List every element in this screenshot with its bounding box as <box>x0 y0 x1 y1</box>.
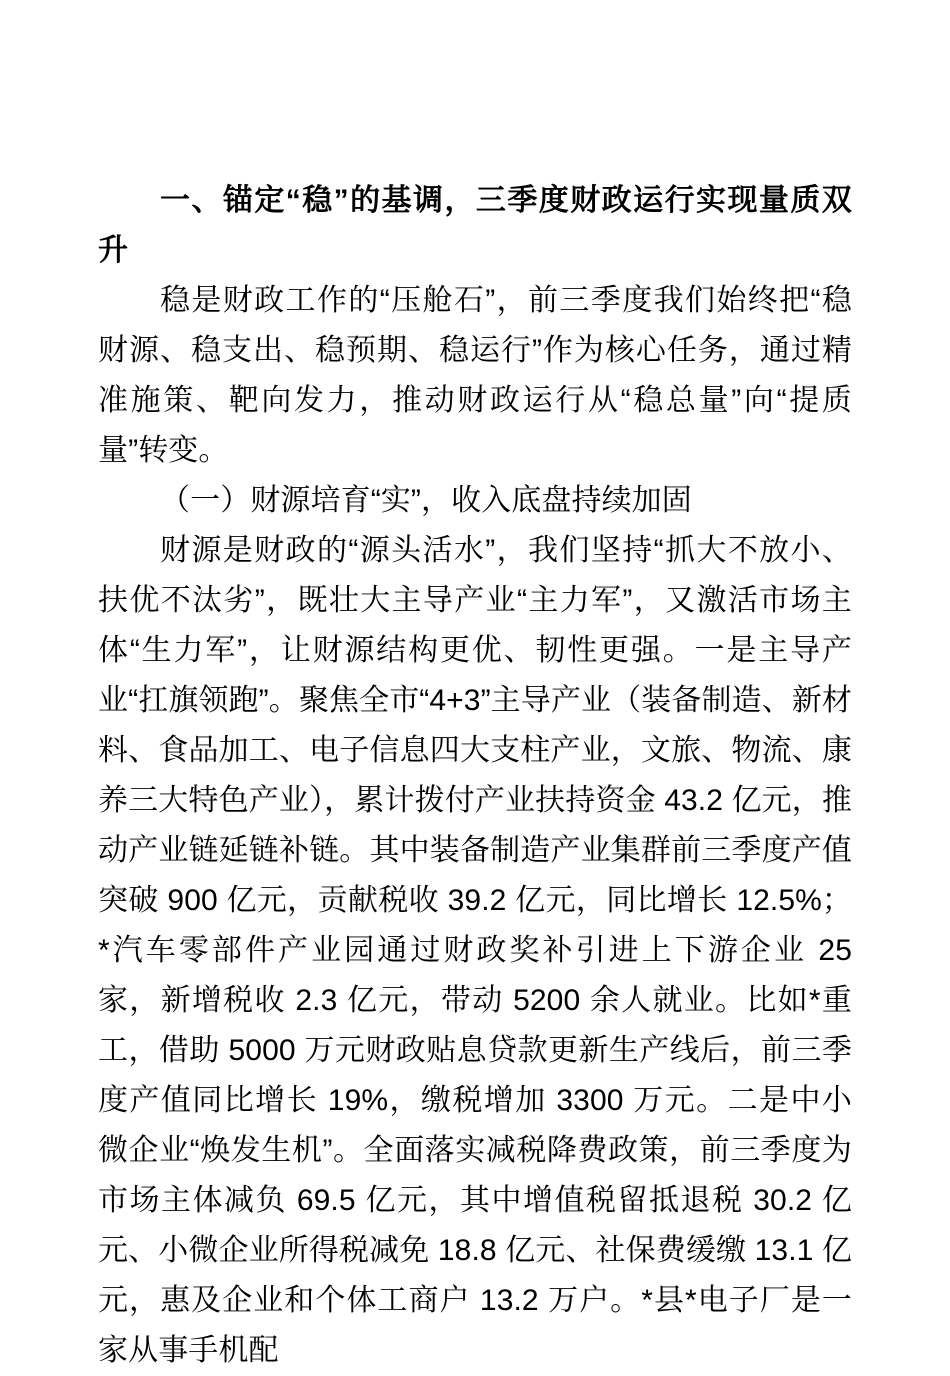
section-heading: 一、锚定“稳”的基调，三季度财政运行实现量质双升 <box>98 184 852 267</box>
paragraph-revenue-cultivation: 财源是财政的“源头活水”，我们坚持“抓大不放小、扶优不汰劣”，既壮大主导产业“主力军”，又激活市场主体“生力军”，让财源结构更优、韧性更强。一是主导产业“扛旗领跑”。聚焦全市“4+3”主导产业（装备制造、新材料、食品加工、电子信息四大支柱产业，文旅、物流、康养三大特色产业），累计拨付产业扶持资金 43.2 亿元，推动产业链延链补链。其中装备制造产业集群前三季度产值突破 900 亿元，贡献税收 39.2 亿元，同比增长 12.5%；*汽车零部件产业园通过财政奖补引进上下游企业 25 家，新增税收 2.3 亿元，带动 5200 余人就业。比如*重工，借助 5000 万元财政贴息贷款更新生产线后，前三季度产值同比增长 19%，缴税增加 3300 万元。二是中小微企业“焕发生机”。全面落实减税降费政策，前三季度为市场主体减负 69.5 亿元，其中增值税留抵退税 30.2 亿元、小微企业所得税减免 18.8 亿元、社保费缓缴 13.1 亿元，惠及企业和个体工商户 13.2 万户。*县*电子厂是一家从事手机配 <box>98 534 852 1367</box>
paragraph-intro: 稳是财政工作的“压舱石”，前三季度我们始终把“稳财源、稳支出、稳预期、稳运行”作为核心任务，通过精准施策、靶向发力，推动财政运行从“稳总量”向“提质量”转变。 <box>98 284 852 467</box>
subsection-heading: （一）财源培育“实”，收入底盘持续加固 <box>160 484 692 517</box>
document-body <box>98 176 852 1376</box>
